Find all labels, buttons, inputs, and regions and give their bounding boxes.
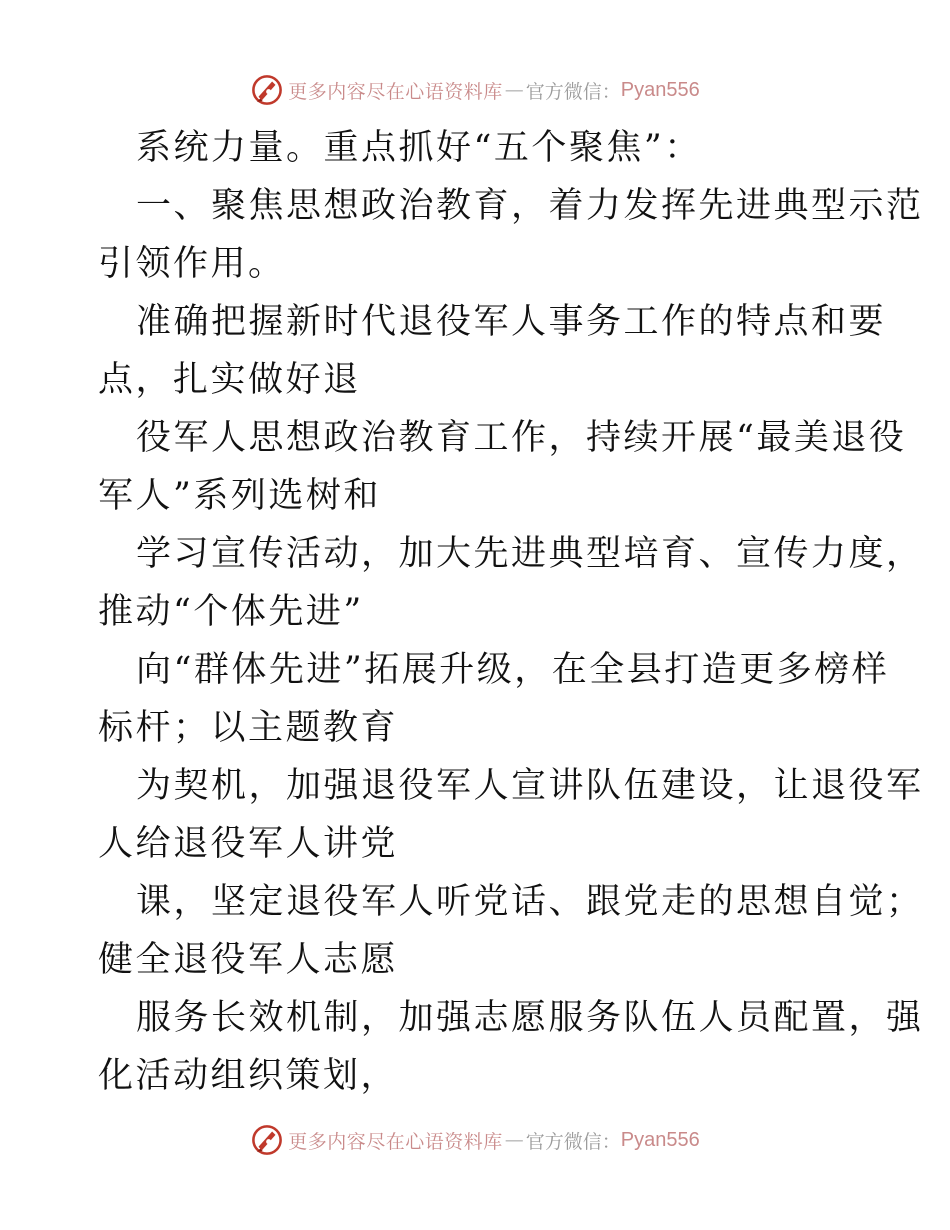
body-line: 一、聚焦思想政治教育，着力发挥先进典型示范 xyxy=(136,186,924,226)
body-line: 引领作用。 xyxy=(98,244,286,284)
body-line: 向“群体先进”拓展升级，在全县打造更多榜样 xyxy=(136,650,890,690)
body-line: 人给退役军人讲党 xyxy=(98,824,399,864)
header-wechat-label: 官方微信： xyxy=(525,80,621,103)
footer-banner xyxy=(0,1120,950,1160)
header-promo-text: 更多内容尽在心语资料库 xyxy=(288,80,503,103)
brand-logo-icon xyxy=(250,1123,284,1157)
footer-promo-text: 更多内容尽在心语资料库 xyxy=(288,1130,503,1153)
header-separator: — xyxy=(504,79,524,101)
body-line: 服务长效机制，加强志愿服务队伍人员配置，强 xyxy=(136,998,924,1038)
brand-logo-icon xyxy=(250,73,284,107)
body-line: 健全退役军人志愿 xyxy=(98,940,399,980)
body-line: 军人”系列选树和 xyxy=(98,476,381,516)
body-line: 化活动组织策划， xyxy=(98,1056,399,1096)
footer-wechat-label: 官方微信： xyxy=(525,1130,621,1153)
body-line: 准确把握新时代退役军人事务工作的特点和要 xyxy=(136,302,887,342)
footer-wechat-id: Pyan556 xyxy=(620,1128,700,1151)
header-banner xyxy=(0,70,950,110)
header-wechat-id: Pyan556 xyxy=(620,78,700,101)
body-line: 标杆；以主题教育 xyxy=(98,708,399,748)
body-line: 课，坚定退役军人听党话、跟党走的思想自觉； xyxy=(136,882,924,922)
body-line: 学习宣传活动，加大先进典型培育、宣传力度， xyxy=(136,534,924,574)
body-line: 为契机，加强退役军人宣讲队伍建设，让退役军 xyxy=(136,766,924,806)
body-line: 点，扎实做好退 xyxy=(98,360,361,400)
body-line: 系统力量。重点抓好“五个聚焦”： xyxy=(136,128,702,168)
footer-separator: — xyxy=(504,1129,524,1151)
body-line: 推动“个体先进” xyxy=(98,592,364,632)
body-line: 役军人思想政治教育工作，持续开展“最美退役 xyxy=(136,418,907,458)
